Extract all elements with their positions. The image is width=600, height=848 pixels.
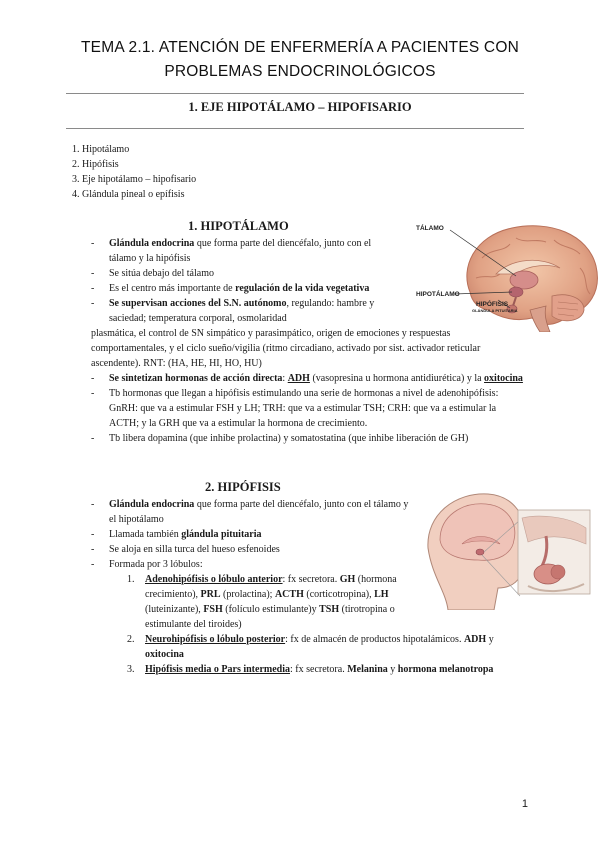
toc-item: 3. Eje hipotálamo – hipofisario bbox=[72, 174, 197, 185]
divider-bottom bbox=[66, 128, 524, 129]
list-item: - Se sitúa debajo del tálamo bbox=[91, 266, 527, 281]
label-hipofisis: HIPÓFISIS bbox=[476, 301, 509, 308]
list-item: - Formada por 3 lóbulos: 1. Adenohipófisis o lóbulo anterior: fx secretora. GH (hormona crecimiento), PRL (prolactina); ACTH (corticotropina), LH (luteinizante), FSH (folículo estimulante)y TSH (tirotropina o estimulante del tiroides) 2. Neurohipófisis o lóbulo posterior: fx de almacén de productos hipotalámicos. ADH y oxitocina 3. Hipófisis media o Pars intermedia: fx secretora. Melanina y hormona melanotropa bbox=[91, 557, 411, 677]
label-hipotalamo: HIPOTÁLAMO bbox=[416, 291, 460, 298]
list-item: - Llamada también glándula pituitaria bbox=[91, 527, 411, 542]
section-title: 1. EJE HIPOTÁLAMO – HIPOFISARIO bbox=[188, 100, 412, 114]
list-item: - Se aloja en silla turca del hueso esfenoides bbox=[91, 542, 411, 557]
label-talamo: TÁLAMO bbox=[416, 225, 444, 232]
hipotalamo-heading: 1. HIPOTÁLAMO bbox=[188, 219, 289, 233]
label-hipofisis-sub: GLÁNDULA PITUITARIA bbox=[472, 308, 518, 313]
list-item: - Glándula endocrina que forma parte del diencéfalo, junto con el tálamo y la hipófisis bbox=[91, 236, 399, 266]
list-item: - Es el centro más importante de regulación de la vida vegetativa bbox=[91, 281, 389, 296]
toc-item: 4. Glándula pineal o epífisis bbox=[72, 189, 185, 200]
lobe-item: 1. Adenohipófisis o lóbulo anterior: fx secretora. GH (hormona crecimiento), PRL (prolactina); ACTH (corticotropina), LH (luteinizante), FSH (folículo estimulante)y TSH (tirotropina o estimulante del tiroides) bbox=[127, 572, 397, 632]
page-title: TEMA 2.1. ATENCIÓN DE ENFERMERÍA A PACIENTES CON PROBLEMAS ENDOCRINOLÓGICOS bbox=[81, 39, 519, 80]
lobe-item: 2. Neurohipófisis o lóbulo posterior: fx de almacén de productos hipotalámicos. ADH y oxitocina bbox=[127, 632, 525, 662]
table-of-contents bbox=[72, 142, 196, 202]
brain-sagittal-figure bbox=[412, 218, 600, 332]
list-item: - Tb hormonas que llegan a hipófisis estimulando una serie de hormonas a nivel de adenohipófisis: GnRH: que va a estimular FSH y LH; TRH: que va a estimular TSH; CRH: que va a estimular la ACTH; y la GRH que va a estimular la hormona de crecimiento. bbox=[91, 386, 527, 431]
lobes-list bbox=[109, 572, 494, 677]
divider-top bbox=[66, 93, 524, 94]
page-number: 1 bbox=[521, 798, 528, 810]
lobe-item: 3. Hipófisis media o Pars intermedia: fx secretora. Melanina y hormona melanotropa bbox=[127, 662, 525, 677]
list-item: - Se supervisan acciones del S.N. autónomo, regulando: hambre y saciedad; temperatura corporal, osmolaridad plasmática, el control de SN simpático y parasimpático, origen de emociones y respuestas comportamentales, y el ciclo sueño/vigilia (ritmo circadiano, activado por sist. activador reticular ascendente). RNT: (HA, HE, HI, HO, HU) bbox=[91, 296, 527, 371]
list-item: - Se sintetizan hormonas de acción directa: ADH (vasopresina u hormona antidiurética) y la oxitocina bbox=[91, 371, 527, 386]
pituitary-figure bbox=[418, 488, 594, 610]
hipofisis-heading: 2. HIPÓFISIS bbox=[205, 480, 281, 494]
toc-item: 1. Hipotálamo bbox=[72, 144, 130, 155]
list-item: - Glándula endocrina que forma parte del diencéfalo, junto con el tálamo y el hipotálamo bbox=[91, 497, 411, 527]
hipofisis-list bbox=[91, 497, 494, 677]
list-item: - Tb libera dopamina (que inhibe prolactina) y somatostatina (que inhibe liberación de GH) bbox=[91, 431, 527, 446]
toc-item: 2. Hipófisis bbox=[72, 159, 119, 170]
